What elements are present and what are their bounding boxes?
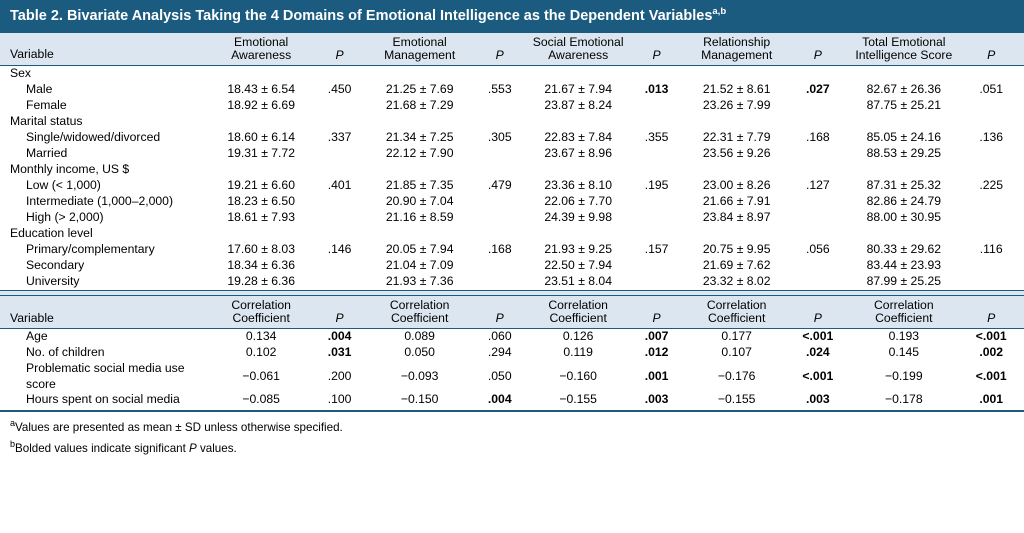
table-header-group	[0, 33, 1024, 66]
cell-value: −0.176	[717, 368, 756, 383]
cell-value: 24.39 ± 9.98	[544, 210, 612, 225]
cell-value: 21.67 ± 7.94	[544, 82, 612, 97]
cell-p: .157	[644, 242, 669, 257]
cell-p: .060	[487, 329, 512, 344]
cell-value: 0.193	[888, 329, 920, 344]
cell-p: .056	[805, 242, 830, 257]
footnote-a-text: Values are presented as mean ± SD unless otherwise specified.	[15, 420, 343, 434]
table-row	[0, 242, 1024, 258]
cell-value: 17.60 ± 8.03	[227, 242, 295, 257]
header-line1: Emotional	[392, 34, 447, 49]
header-p-3: P	[632, 33, 681, 66]
cell-value: 82.86 ± 24.79	[866, 194, 942, 209]
cell-value: 21.52 ± 8.61	[702, 82, 771, 97]
cell-p: .013	[644, 82, 669, 97]
header-corr-1	[207, 295, 315, 328]
cell-p	[792, 146, 843, 162]
header-line2: Coefficient	[232, 311, 290, 326]
cell-value: 0.126	[562, 329, 594, 344]
cell-value: 22.12 ± 7.90	[385, 146, 454, 161]
cell-value: 23.36 ± 8.10	[544, 178, 612, 193]
header-p-1: P	[315, 33, 364, 66]
row-label: Low (< 1,000)	[26, 178, 101, 193]
header-corr-4	[681, 295, 793, 328]
table-row	[0, 329, 1024, 346]
table-row	[0, 178, 1024, 194]
table-row	[0, 82, 1024, 98]
cell-value: 22.83 ± 7.84	[544, 130, 612, 145]
header-line2: Awareness	[231, 48, 292, 63]
cell-value: −0.150	[400, 392, 439, 407]
cell-value: 20.05 ± 7.94	[385, 242, 454, 257]
cell-value: −0.160	[559, 368, 597, 383]
table-row	[0, 345, 1024, 361]
cell-value: 19.28 ± 6.36	[227, 274, 295, 289]
cell-p	[792, 274, 843, 291]
cell-value: 21.04 ± 7.09	[385, 258, 454, 273]
cell-p	[632, 210, 681, 226]
footnote-marker-a: a	[10, 417, 16, 428]
cell-p	[964, 146, 1024, 162]
cell-value: 23.26 ± 7.99	[702, 98, 771, 113]
cell-p	[964, 98, 1024, 114]
footnote-marker-b: b	[10, 438, 16, 449]
cell-value: 21.93 ± 7.36	[385, 274, 454, 289]
table-row	[0, 361, 1024, 392]
cell-value: 0.107	[721, 345, 752, 360]
cell-value: 23.32 ± 8.02	[702, 274, 771, 289]
cell-value: 21.85 ± 7.35	[385, 178, 454, 193]
cell-value: 21.69 ± 7.62	[702, 258, 771, 273]
cell-p: .004	[327, 329, 352, 344]
header-line1: Correlation	[874, 297, 934, 312]
cell-p: .024	[805, 345, 830, 360]
header-line2: Coefficient	[390, 311, 449, 326]
header-corr-2	[364, 295, 476, 328]
cell-value: 18.43 ± 6.54	[227, 82, 295, 97]
header-p-5: P	[964, 33, 1024, 66]
cell-p: .305	[487, 130, 512, 145]
row-label: No. of children	[26, 345, 105, 360]
cell-p: <.001	[802, 329, 834, 344]
cell-p	[475, 258, 524, 274]
header-line1: Correlation	[548, 297, 608, 312]
cell-value: 82.67 ± 26.36	[866, 82, 942, 97]
cell-value: −0.155	[717, 392, 756, 407]
cell-value: 0.145	[888, 345, 920, 360]
cell-p	[792, 210, 843, 226]
cell-value: −0.199	[885, 368, 923, 383]
table-row	[0, 210, 1024, 226]
header-variable-2: Variable	[0, 295, 207, 328]
group-label: Marital status	[10, 114, 83, 129]
cell-p	[632, 274, 681, 291]
row-label: Female	[26, 98, 67, 113]
cell-value: 18.34 ± 6.36	[227, 258, 295, 273]
cell-p	[475, 146, 524, 162]
header-p-4: P	[792, 295, 843, 328]
cell-p: .027	[805, 82, 830, 97]
cell-value: 85.05 ± 24.16	[866, 130, 942, 145]
cell-p: .004	[487, 392, 512, 407]
row-label: University	[26, 274, 80, 289]
header-line1: Correlation	[389, 297, 450, 312]
cell-value: 21.68 ± 7.29	[385, 98, 454, 113]
cell-p: .007	[644, 329, 669, 344]
header-line1: Emotional	[234, 34, 289, 49]
cell-value: 22.06 ± 7.70	[544, 194, 612, 209]
table-title	[0, 0, 1024, 33]
header-col-emotional-awareness	[207, 33, 315, 66]
header-row	[0, 33, 1024, 66]
cell-value: 23.87 ± 8.24	[544, 98, 612, 113]
table-title-superscript: a,b	[712, 6, 727, 17]
header-line1: Relationship	[703, 34, 771, 49]
cell-p: .168	[487, 242, 512, 257]
cell-value: 19.21 ± 6.60	[227, 178, 295, 193]
cell-p: .553	[487, 82, 512, 97]
header-col-relationship-management	[681, 33, 793, 66]
group-row	[0, 65, 1024, 82]
cell-p	[315, 258, 364, 274]
cell-p: .337	[327, 130, 352, 145]
cell-value: 21.16 ± 8.59	[385, 210, 454, 225]
header-line2: Coefficient	[549, 311, 607, 326]
cell-p	[792, 258, 843, 274]
cell-value: 23.84 ± 8.97	[702, 210, 771, 225]
header-p-4: P	[792, 33, 843, 66]
cell-p	[632, 258, 681, 274]
cell-p	[315, 98, 364, 114]
cell-p: .003	[644, 392, 669, 407]
group-label: Sex	[10, 66, 32, 81]
table-row	[0, 146, 1024, 162]
row-label: Male	[26, 82, 53, 97]
cell-value: 23.67 ± 8.96	[544, 146, 612, 161]
table-bottom-rule	[0, 408, 1024, 411]
cell-value: 88.53 ± 29.25	[866, 146, 942, 161]
cell-p	[632, 146, 681, 162]
table-body-section1	[0, 65, 1024, 295]
cell-p: .050	[487, 368, 512, 383]
cell-value: −0.061	[242, 368, 280, 383]
cell-p	[315, 210, 364, 226]
row-label: Married	[26, 146, 68, 161]
cell-p	[475, 210, 524, 226]
cell-p: .355	[644, 130, 669, 145]
cell-value: −0.085	[242, 392, 280, 407]
cell-p: .450	[327, 82, 352, 97]
cell-p: .001	[979, 392, 1004, 407]
row-label: Age	[26, 329, 48, 344]
cell-p: .136	[979, 130, 1004, 145]
table-row	[0, 258, 1024, 274]
cell-value: 21.25 ± 7.69	[385, 82, 454, 97]
header-line2: Awareness	[548, 48, 609, 63]
header-variable: Variable	[0, 33, 207, 66]
cell-p	[315, 194, 364, 210]
cell-p	[964, 194, 1024, 210]
footnote-a	[10, 417, 1014, 437]
cell-p: .401	[327, 178, 352, 193]
header-col-emotional-management	[364, 33, 476, 66]
header-p-3: P	[632, 295, 681, 328]
cell-p	[475, 98, 524, 114]
cell-p	[792, 98, 843, 114]
cell-value: 21.93 ± 9.25	[544, 242, 612, 257]
cell-p: .002	[979, 345, 1004, 360]
cell-p: <.001	[975, 329, 1007, 344]
table-row	[0, 392, 1024, 408]
cell-value: 0.134	[245, 329, 277, 344]
cell-value: 23.51 ± 8.04	[544, 274, 612, 289]
header-line1: Correlation	[706, 297, 767, 312]
cell-value: 18.92 ± 6.69	[227, 98, 295, 113]
cell-p: .225	[979, 178, 1004, 193]
table-row	[0, 194, 1024, 210]
group-label: Education level	[10, 226, 93, 241]
footnote-b-text-post: values.	[196, 441, 237, 455]
cell-p	[315, 146, 364, 162]
cell-value: 0.050	[404, 345, 435, 360]
cell-value: 19.31 ± 7.72	[227, 146, 295, 161]
header-line1: Social Emotional	[532, 34, 624, 49]
cell-p	[475, 194, 524, 210]
cell-value: 87.99 ± 25.25	[866, 274, 942, 289]
data-table	[0, 33, 1024, 412]
cell-p	[792, 194, 843, 210]
header-corr-3	[524, 295, 632, 328]
cell-value: 22.31 ± 7.79	[702, 130, 771, 145]
table-title-text: Table 2. Bivariate Analysis Taking the 4 Domains of Emotional Intelligence as the Dependent Variables	[10, 7, 713, 24]
cell-p: .127	[805, 178, 830, 193]
header-col-social-emotional-awareness	[524, 33, 632, 66]
row-label: Secondary	[26, 258, 85, 273]
cell-value: 23.00 ± 8.26	[702, 178, 771, 193]
cell-value: 87.31 ± 25.32	[866, 178, 942, 193]
cell-value: −0.155	[559, 392, 597, 407]
cell-value: 0.177	[721, 329, 752, 344]
header-p-2: P	[475, 295, 524, 328]
header-line2: Coefficient	[707, 311, 766, 326]
footnotes	[0, 412, 1024, 457]
table-body-section2	[0, 295, 1024, 411]
header-line2: Management	[701, 48, 773, 63]
cell-value: 18.60 ± 6.14	[227, 130, 295, 145]
cell-value: 88.00 ± 30.95	[866, 210, 942, 225]
header-line1: Correlation	[231, 297, 291, 312]
group-row	[0, 226, 1024, 242]
footnote-b	[10, 438, 1014, 458]
cell-p	[964, 258, 1024, 274]
footnote-b-italic: P	[189, 441, 197, 455]
header-p-5: P	[964, 295, 1024, 328]
group-label: Monthly income, US $	[10, 162, 130, 177]
cell-value: 18.23 ± 6.50	[227, 194, 295, 209]
row-label: Intermediate (1,000–2,000)	[26, 194, 174, 209]
cell-p	[964, 210, 1024, 226]
row-label: Problematic social media use score	[26, 361, 185, 391]
row-label: Hours spent on social media	[26, 392, 180, 407]
cell-value: 18.61 ± 7.93	[227, 210, 295, 225]
footnote-b-text-pre: Bolded values indicate significant	[15, 441, 190, 455]
header-p-2: P	[475, 33, 524, 66]
cell-value: 0.119	[563, 345, 593, 360]
cell-value: 87.75 ± 25.21	[866, 98, 942, 113]
cell-value: −0.093	[400, 368, 439, 383]
group-row	[0, 114, 1024, 130]
cell-p: .168	[805, 130, 830, 145]
cell-p: .100	[327, 392, 352, 407]
cell-p: <.001	[802, 368, 834, 383]
cell-p: .051	[979, 82, 1004, 97]
header-line2: Coefficient	[875, 311, 933, 326]
cell-p: .116	[979, 242, 1003, 257]
cell-value: −0.178	[885, 392, 923, 407]
header-corr-5	[843, 295, 964, 328]
cell-value: 21.66 ± 7.91	[702, 194, 771, 209]
cell-p: .012	[644, 345, 669, 360]
header-p-1: P	[315, 295, 364, 328]
cell-p: .479	[487, 178, 512, 193]
cell-value: 20.75 ± 9.95	[702, 242, 771, 257]
cell-p	[632, 194, 681, 210]
cell-value: 83.44 ± 23.93	[866, 258, 942, 273]
correlation-header-row	[0, 295, 1024, 328]
header-line2: Intelligence Score	[855, 48, 953, 63]
table-row	[0, 274, 1024, 291]
cell-p: .195	[644, 178, 669, 193]
header-line1: Total Emotional	[862, 34, 946, 49]
cell-p: <.001	[975, 368, 1007, 383]
cell-value: 80.33 ± 29.62	[866, 242, 942, 257]
cell-p: .146	[327, 242, 352, 257]
row-label: Primary/complementary	[26, 242, 155, 257]
cell-p	[632, 98, 681, 114]
cell-p: .003	[805, 392, 830, 407]
cell-value: 0.089	[404, 329, 435, 344]
cell-value: 21.34 ± 7.25	[385, 130, 454, 145]
row-label: High (> 2,000)	[26, 210, 104, 225]
cell-p: .294	[487, 345, 512, 360]
cell-p: .200	[327, 368, 352, 383]
cell-p: .031	[327, 345, 352, 360]
cell-value: 23.56 ± 9.26	[702, 146, 771, 161]
cell-p	[475, 274, 524, 291]
table-row	[0, 130, 1024, 146]
group-row	[0, 162, 1024, 178]
cell-p: .001	[644, 368, 669, 383]
cell-p	[315, 274, 364, 291]
row-label: Single/widowed/divorced	[26, 130, 161, 145]
table-row	[0, 98, 1024, 114]
cell-value: 22.50 ± 7.94	[544, 258, 612, 273]
cell-value: 20.90 ± 7.04	[385, 194, 454, 209]
cell-p	[964, 274, 1024, 291]
header-line2: Management	[384, 48, 456, 63]
cell-value: 0.102	[245, 345, 277, 360]
header-col-total-ei-score	[843, 33, 964, 66]
